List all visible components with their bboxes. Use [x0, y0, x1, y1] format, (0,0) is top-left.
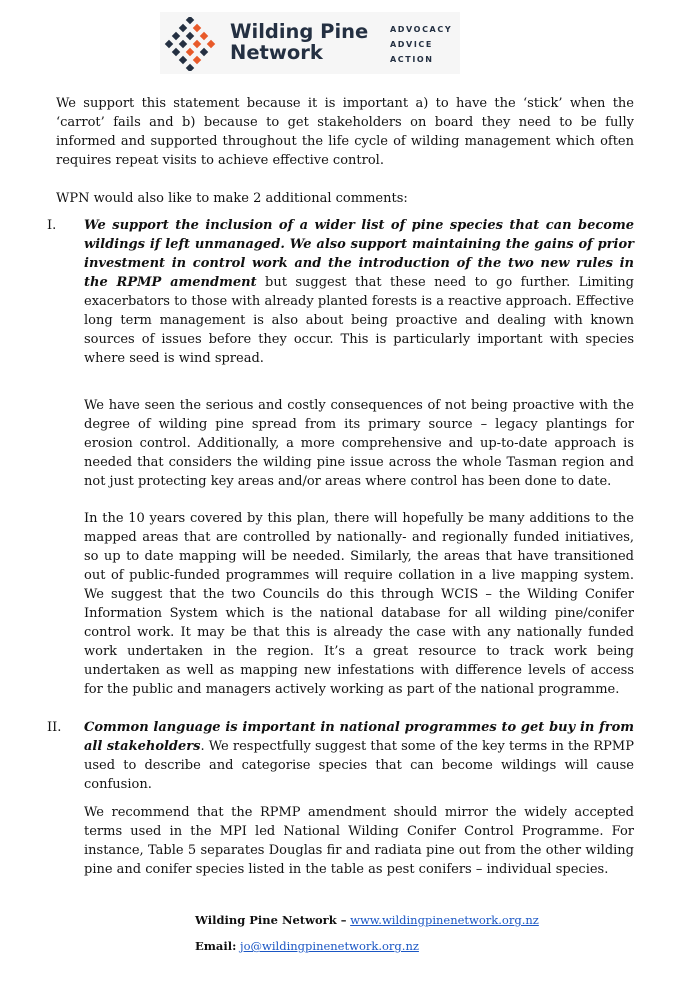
paragraph-additional-comments: WPN would also like to make 2 additional comments: — [56, 191, 408, 206]
footer — [195, 907, 539, 959]
logo-dot — [179, 56, 187, 64]
logo-wordmark — [230, 21, 368, 63]
logo-dot — [179, 24, 187, 32]
logo-dot — [186, 32, 194, 40]
footer-website-line — [195, 907, 539, 933]
item1-paragraph-3: In the 10 years covered by this plan, there will hopefully be many additions to the mapped areas that are controlled by nationally- and regionally funded initiatives, so up to date mapping will be needed. Similarly, the areas that have transitioned out of public-funded programmes will require collation in a live mapping system. We suggest that the two Councils do this through WCIS – the Wilding Conifer Information System which is the national database for all wilding pine/conifer control work. It may be that this is already the case with any nationally funded work undertaken in the region. It’s a great resource to track work being undertaken as well as mapping new infestations with difference levels of access for the public and managers actively working as part of the national programme. — [84, 511, 634, 697]
list-item-2 — [47, 718, 634, 879]
logo-dot — [200, 32, 208, 40]
logo-dot — [193, 56, 201, 64]
logo-dot — [172, 32, 180, 40]
footer-email-line — [195, 933, 539, 959]
list-number-2: II. — [47, 720, 62, 735]
logo-mark-icon — [164, 17, 224, 71]
item2-emphasis: Common language is important in national programmes to get buy in from all stakeholders — [84, 720, 634, 754]
website-link[interactable]: www.wildingpinenetwork.org.nz — [350, 913, 539, 927]
logo-dot — [165, 40, 173, 48]
logo-dot — [207, 40, 215, 48]
letterhead — [160, 12, 460, 74]
footer-email-label: Email: — [195, 939, 237, 953]
document-body — [47, 94, 634, 879]
tagline — [390, 22, 452, 67]
tagline-advice: ADVICE — [390, 40, 433, 49]
item1-text: but suggest that these need to go further. Limiting exacerbators to those with already planted forests is a reactive approach. Effective long term management is also about being proactive and dealing with known sources of issues before they occur. This is particularly important with species where seed is wind spread. — [84, 275, 634, 366]
item1-emphasis: We support the inclusion of a wider list of pine species that can become wildings if left unmanaged. We also support maintaining the gains of prior investment in control work and the introduction of the two new rules in the RPMP amendment — [84, 218, 634, 290]
paragraph-support-statement: We support this statement because it is important a) to have the ‘stick’ when the ‘carrot’ fails and b) because to get stakeholders on board they need to be fully informed and supported throughout the life cycle of wilding management which often requires repeat visits to achieve effective control. — [56, 96, 634, 168]
logo-dot — [186, 17, 194, 24]
list-item-1 — [47, 216, 634, 699]
logo-line1: Wilding Pine — [230, 20, 369, 43]
item1-paragraph-2: We have seen the serious and costly consequences of not being proactive with the degree of wilding pine spread from its primary source – legacy plantings for erosion control. Additionally, a more comprehensive and up-to-date approach is needed that considers the wilding pine issue across the whole Tasman region and not just protecting key areas and/or areas where control has been done to date. — [84, 398, 634, 489]
item1-lead-paragraph — [84, 216, 634, 368]
logo-dot — [193, 24, 201, 32]
item2-text: . We respectfully suggest that some of the key terms in the RPMP used to describe and categorise species that can become wildings will cause confusion. — [84, 739, 634, 792]
logo-dot — [200, 48, 208, 56]
logo-dot — [179, 40, 187, 48]
item2-lead-paragraph — [84, 718, 634, 794]
list-number-1: I. — [47, 218, 57, 233]
tagline-action: ACTION — [390, 55, 434, 64]
logo-dot — [172, 48, 180, 56]
item2-paragraph-2: We recommend that the RPMP amendment should mirror the widely accepted terms used in the MPI led National Wilding Conifer Control Programme. For instance, Table 5 separates Douglas fir and radiata pine out from the other wilding pine and conifer species listed in the table as pest conifers – individual species. — [84, 805, 634, 877]
footer-org-label: Wilding Pine Network – — [195, 913, 347, 927]
logo-line2: Network — [230, 41, 323, 64]
email-link[interactable]: jo@wildingpinenetwork.org.nz — [240, 939, 419, 953]
logo-dot — [186, 64, 194, 71]
tagline-advocacy: ADVOCACY — [390, 25, 453, 34]
logo-dot — [186, 48, 194, 56]
logo-dot — [193, 40, 201, 48]
